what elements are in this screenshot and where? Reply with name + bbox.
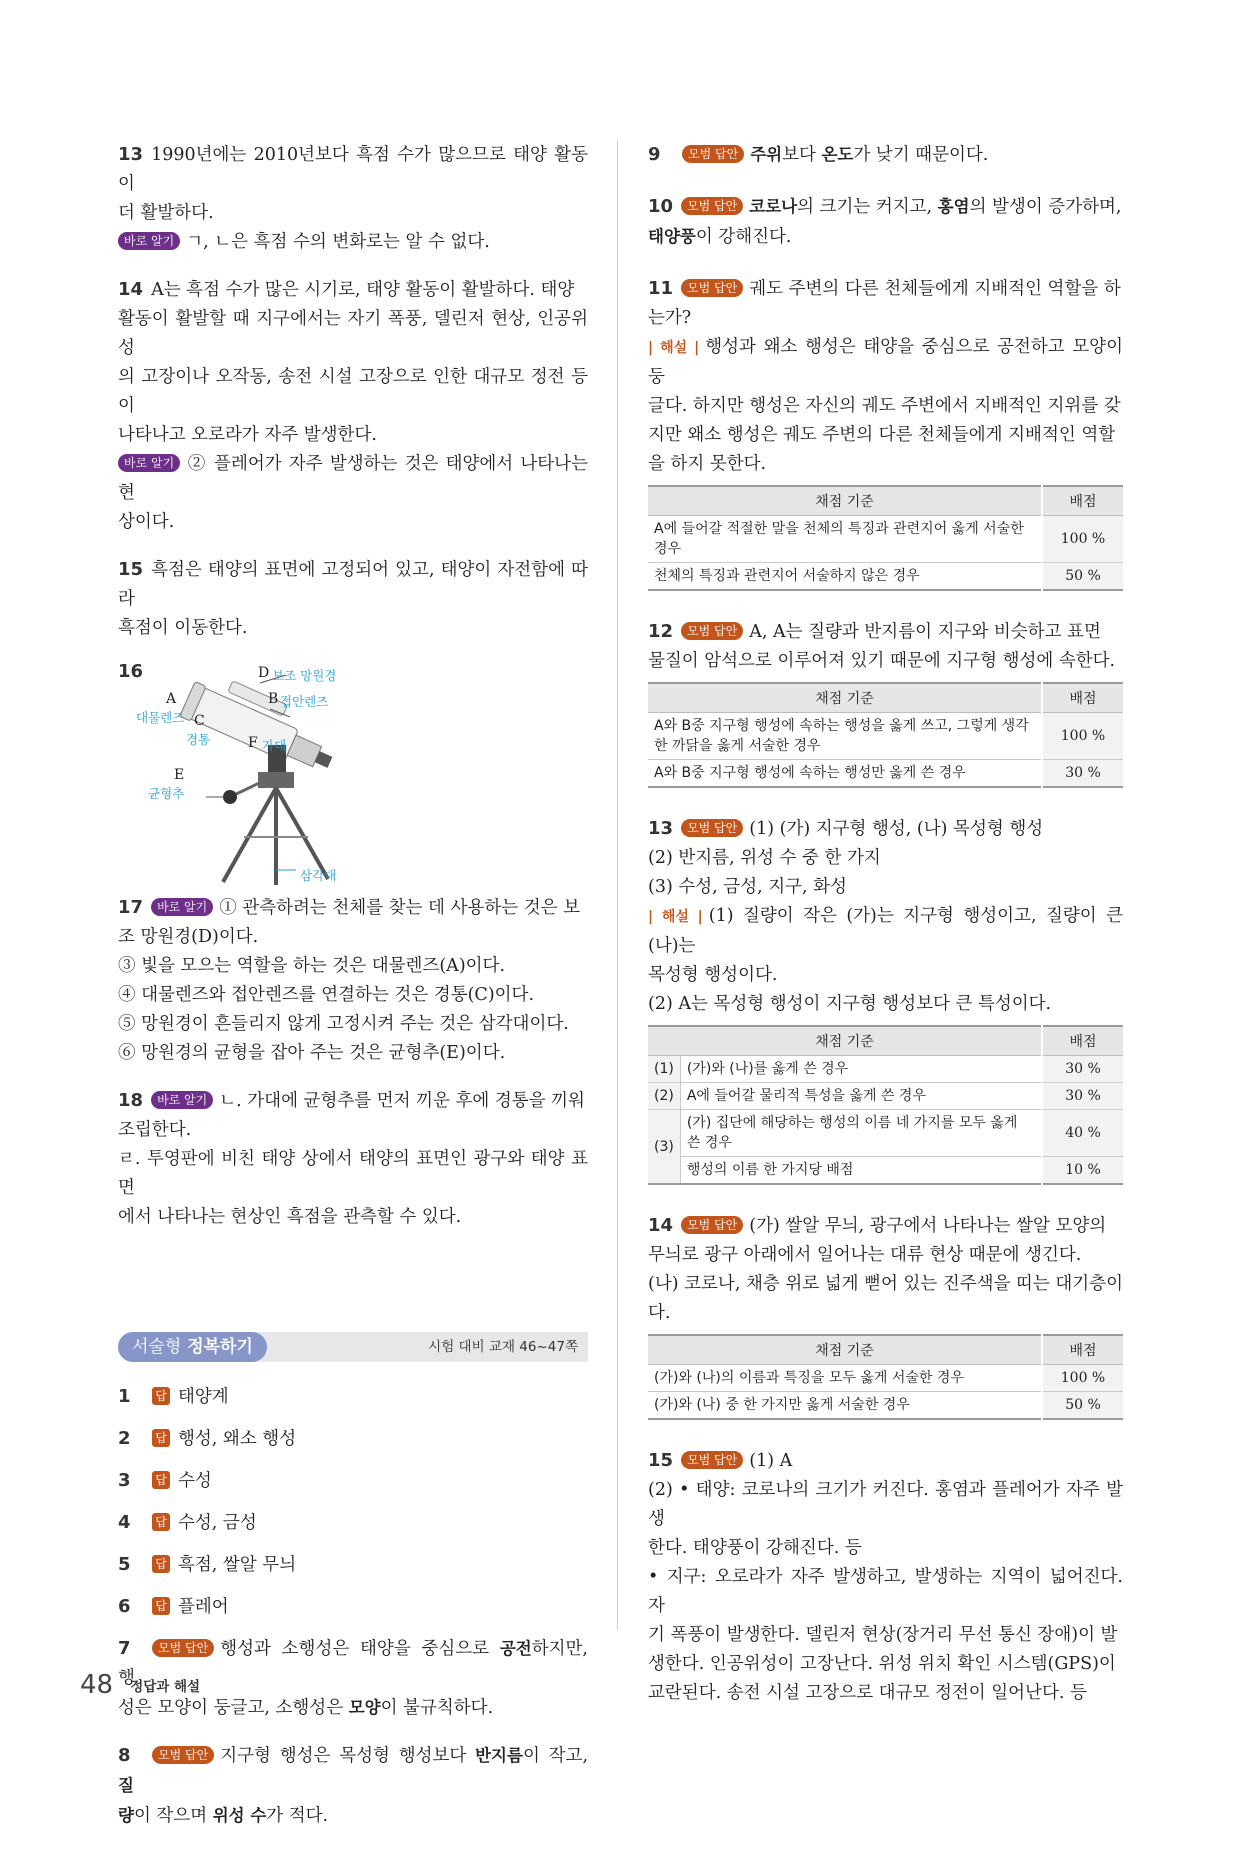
table-row: 천체의 특징과 관련지어 서술하지 않은 경우 50 % — [648, 563, 1123, 591]
mobeom-dapan-badge: 모범 답안 — [152, 1639, 214, 1657]
short-answer-1: 1 답 태양계 — [118, 1386, 229, 1407]
page-footer — [80, 1670, 200, 1700]
table-row: (가)와 (나)의 이름과 특징을 모두 옳게 서술한 경우 100 % — [648, 1365, 1123, 1392]
answer-9-right: 9 모범 답안 주위보다 온도가 낮기 때문이다. — [648, 144, 989, 165]
short-answer-5: 5 답 흑점, 쌀알 무늬 — [118, 1554, 297, 1575]
answer-17-left: 17 바로 알기 ① 관측하려는 천체를 찾는 데 사용하는 것은 보 조 망원경(D)이다. ③ 빛을 모으는 역할을 하는 것은 대물렌즈(A)이다. ④ 대물렌즈와 접안렌즈를 연결하는 것은 경통(C)이다. ⑤ 망원경이 흔들리지 않게 고정시켜 주는 것은 삼각대이다. ⑥ 망원경의 균형을 잡아 주는 것은 균형추(E)이다. — [118, 897, 580, 1063]
dap-badge: 답 — [152, 1387, 170, 1405]
dap-badge: 답 — [152, 1471, 170, 1489]
answer-14-left: 14 A는 흑점 수가 많은 시기로, 태양 활동이 활발하다. 태양 활동이 활발할 때 지구에서는 자기 폭풍, 델린저 현상, 인공위성 의 고장이나 오작동, 송전 시설 고장으로 인한 대규모 정전 등이 나타나고 오로라가 자주 발생한다. 바로 알기 ② 플레어가 자주 발생하는 것은 태양에서 나타나는 현 상이다. — [118, 279, 588, 532]
answer-10-right: 10 모범 답안 코로나의 크기는 커지고, 홍염의 발생이 증가하며, 태양풍이 강해진다. — [648, 196, 1122, 247]
answer-15-left: 15 흑점은 태양의 표면에 고정되어 있고, 태양이 자전함에 따라 흑점이 이동한다. — [118, 559, 588, 638]
table-row: A에 들어갈 적절한 말을 천체의 특징과 관련지어 옳게 서술한 경우 100 % — [648, 516, 1123, 563]
short-answer-3: 3 답 수성 — [118, 1470, 212, 1491]
left-column — [118, 140, 588, 1849]
mobeom-dapan-badge: 모범 답안 — [681, 279, 743, 297]
section-header — [118, 1332, 588, 1362]
mobeom-dapan-badge: 모범 답안 — [681, 622, 743, 640]
footer-label: 정답과 해설 — [130, 1679, 201, 1695]
answer-13-right: 13 모범 답안 (1) (가) 지구형 행성, (나) 목성형 행성 (2) 반지름, 위성 수 중 한 가지 (3) 수성, 금성, 지구, 화성 | 해설 | (1) 질량이 작은 (가)는 지구형 행성이고, 질량이 큰 (나)는 목성형 행성이다. (2) A는 목성형 행성이 지구형 행성보다 큰 특성이다. — [648, 818, 1123, 1014]
answer-14-right: 14 모범 답안 (가) 쌀알 무늬, 광구에서 나타나는 쌀알 모양의 무늬로 광구 아래에서 일어나는 대류 현상 때문에 생긴다. (나) 코로나, 채층 위로 넓게 뻗어 있는 진주색을 띠는 대기층이다. — [648, 1215, 1124, 1323]
answer-7-left: 7 모범 답안 행성과 소행성은 태양을 중심으로 공전하지만, 행 성은 모양이 둥글고, 소행성은 모양이 불규칙하다. — [118, 1638, 588, 1718]
scoring-table-11: 채점 기준 배점 A에 들어갈 적절한 말을 천체의 특징과 관련지어 옳게 서술한 경우 100 % 천체의 특징과 관련지어 서술하지 않은 경우 50 % — [648, 485, 1123, 591]
mobeom-dapan-badge: 모범 답안 — [681, 1216, 743, 1234]
short-answer-6: 6 답 플레어 — [118, 1596, 229, 1617]
section-reference: 시험 대비 교재 46~47쪽 — [428, 1339, 578, 1355]
answer-8-left: 8 모범 답안 지구형 행성은 목성형 행성보다 반지름이 작고, 질 량이 작으며 위성 수가 적다. — [118, 1745, 589, 1826]
haesul-label: | 해설 | — [648, 340, 700, 356]
column-divider — [617, 140, 618, 1630]
answer-15-right: 15 모범 답안 (1) A (2) • 태양: 코로나의 크기가 커진다. 홍염과 플레어가 자주 발생 한다. 태양풍이 강해진다. 등 • 지구: 오로라가 자주 발생하고, 발생하는 지역이 넓어진다. 자 기 폭풍이 발생한다. 델린저 현상(장거리 무선 통신 장애)이 발 생한다. 인공위성이 고장난다. 위성 위치 확인 시스템(GPS)이 교란된다. 송전 시설 고장으로 대규모 정전이 일어난다. 등 — [648, 1450, 1123, 1703]
baro-algi-badge: 바로 알기 — [151, 898, 213, 916]
answer-13-left: 13 1990년에는 2010년보다 흑점 수가 많으므로 태양 활동이 더 활발하다. 바로 알기 ㄱ, ㄴ은 흑점 수의 변화로는 알 수 없다. — [118, 144, 588, 252]
dap-badge: 답 — [152, 1429, 170, 1447]
table-row: (가)와 (나) 중 한 가지만 옳게 서술한 경우 50 % — [648, 1392, 1123, 1420]
mobeom-dapan-badge: 모범 답안 — [152, 1746, 214, 1764]
answer-16-left — [118, 657, 588, 887]
dap-badge: 답 — [152, 1597, 170, 1615]
telescope-illustration — [118, 657, 588, 887]
answer-12-right: 12 모범 답안 A, A는 질량과 반지름이 지구와 비슷하고 표면 물질이 암석으로 이루어져 있기 때문에 지구형 행성에 속한다. — [648, 621, 1116, 671]
baro-algi-badge: 바로 알기 — [151, 1091, 213, 1109]
mobeom-dapan-badge: 모범 답안 — [681, 819, 743, 837]
table-row: (3) (가) 집단에 해당하는 행성의 이름 네 가지를 모두 옳게 쓴 경우 40 % — [648, 1110, 1123, 1157]
section-title: 서술형 정복하기 — [118, 1332, 267, 1362]
answer-18-left: 18 바로 알기 ㄴ. 가대에 균형추를 먼저 끼운 후에 경통을 끼워 조립한다. ㄹ. 투영판에 비친 태양 상에서 태양의 표면인 광구와 태양 표면 에서 나타나는 현상인 흑점을 관측할 수 있다. — [118, 1090, 588, 1227]
dap-badge: 답 — [152, 1513, 170, 1531]
telescope-diagram: 16 D 보조 망원경 A 대물렌즈 B 접안렌즈 C 경통 F 가대 E 균형추 삼각대 — [118, 657, 588, 887]
answer-11-right: 11 모범 답안 궤도 주변의 다른 천체들에게 지배적인 역할을 하 는가? | 해설 | 행성과 왜소 행성은 태양을 중심으로 공전하고 모양이 둥 글다. 하지만 행성은 자신의 궤도 주변에서 지배적인 지위를 갖 지만 왜소 행성은 궤도 주변의 다른 천체들에게 지배적인 역할 을 하지 못한다. — [648, 278, 1123, 474]
table-row: A와 B중 지구형 행성에 속하는 행성을 옳게 쓰고, 그렇게 생각한 까닭을 옳게 서술한 경우 100 % — [648, 713, 1123, 760]
haesul-label: | 해설 | — [648, 909, 703, 925]
mobeom-dapan-badge: 모범 답안 — [682, 145, 744, 163]
right-column — [648, 140, 1123, 1726]
short-answer-4: 4 답 수성, 금성 — [118, 1512, 257, 1533]
short-answer-list — [118, 1382, 588, 1622]
scoring-table-12: 채점 기준 배점 A와 B중 지구형 행성에 속하는 행성을 옳게 쓰고, 그렇게 생각한 까닭을 옳게 서술한 경우 100 % A와 B중 지구형 행성에 속하는 행성만 옳게 쓴 경우 30 % — [648, 682, 1123, 788]
scoring-table-14: 채점 기준 배점 (가)와 (나)의 이름과 특징을 모두 옳게 서술한 경우 100 % (가)와 (나) 중 한 가지만 옳게 서술한 경우 50 % — [648, 1334, 1123, 1420]
page-number: 48 — [80, 1670, 114, 1700]
mobeom-dapan-badge: 모범 답안 — [681, 197, 743, 215]
baro-algi-badge: 바로 알기 — [118, 454, 180, 472]
baro-algi-badge: 바로 알기 — [118, 232, 180, 250]
dap-badge: 답 — [152, 1555, 170, 1573]
table-row: (1) (가)와 (나)를 옳게 쓴 경우 30 % — [648, 1056, 1123, 1083]
table-row: 행성의 이름 한 가지당 배점 10 % — [648, 1157, 1123, 1185]
table-row: A와 B중 지구형 행성에 속하는 행성만 옳게 쓴 경우 30 % — [648, 760, 1123, 788]
short-answer-2: 2 답 행성, 왜소 행성 — [118, 1428, 297, 1449]
scoring-table-13: 채점 기준 배점 (1) (가)와 (나)를 옳게 쓴 경우 30 % (2) A에 들어갈 물리적 특성을 옳게 쓴 경우 30 % (3) (가) 집단에 해당하는 행성의 이름 네 가지를 모두 옳게 쓴 경우 40 % 행성의 이름 한 가지당 배점 10 % — [648, 1025, 1123, 1185]
table-row: (2) A에 들어갈 물리적 특성을 옳게 쓴 경우 30 % — [648, 1083, 1123, 1110]
mobeom-dapan-badge: 모범 답안 — [681, 1451, 743, 1469]
